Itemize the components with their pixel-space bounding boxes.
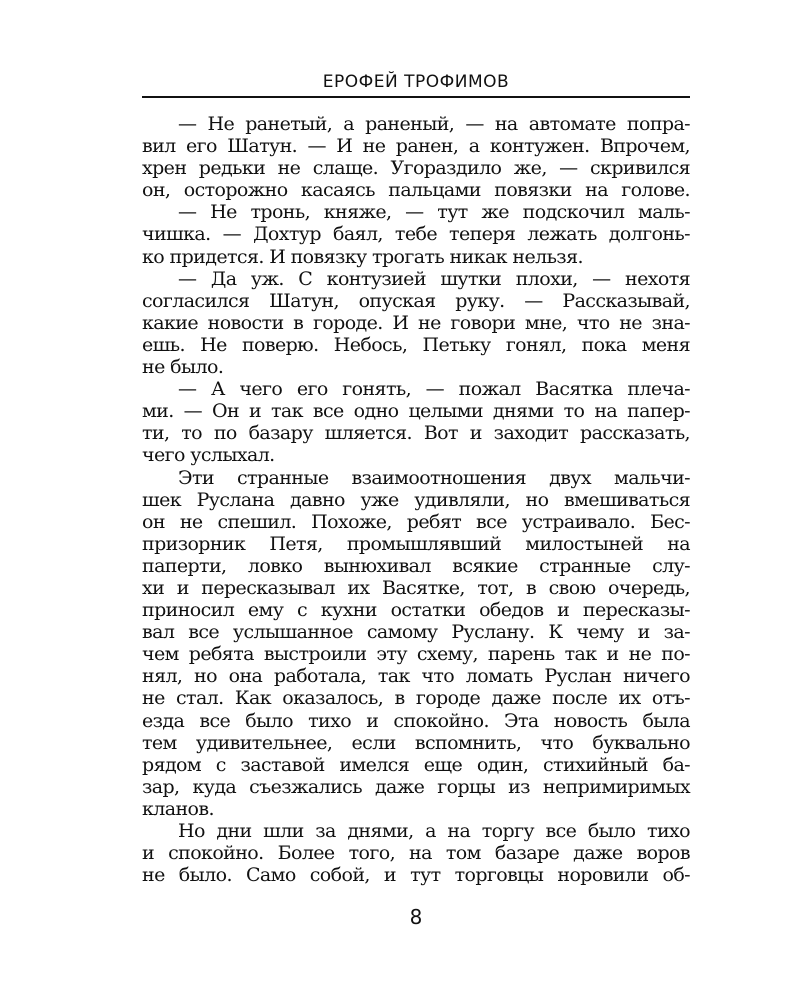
- running-head-author: ЕРОФЕЙ ТРОФИМОВ: [322, 72, 510, 92]
- text-line: он, осторожно касаясь пальцами повязки на голове.: [142, 179, 690, 202]
- text-line: чего услыхал.: [142, 444, 275, 467]
- text-line: — А чего его гонять, — пожал Васятка плеча-: [178, 378, 690, 401]
- text-line: не было. Само собой, и тут торговцы норовили об-: [142, 864, 690, 887]
- text-line: хи и пересказывал их Васятке, тот, в свою очередь,: [142, 576, 690, 599]
- text-line: не стал. Как оказалось, в городе даже после их отъ-: [142, 687, 690, 710]
- text-line: чем ребята выстроили эту схему, парень так и не по-: [142, 643, 690, 666]
- header-rule: [142, 96, 690, 98]
- body-text: [142, 113, 690, 886]
- text-line: приносил ему с кухни остатки обедов и пересказы-: [142, 599, 690, 622]
- text-line: — Да уж. С контузией шутки плохи, — нехотя: [178, 267, 690, 290]
- text-line: тем удивительнее, если вспомнить, что буквально: [142, 731, 690, 754]
- text-line: Эти странные взаимоотношения двух мальчи-: [178, 466, 690, 489]
- text-line: ти, то по базару шляется. Вот и заходит рассказать,: [142, 422, 690, 445]
- text-line: он не спешил. Похоже, ребят все устраивало. Бес-: [142, 510, 690, 533]
- text-line: призорник Петя, промышлявший милостыней на: [142, 532, 690, 555]
- text-line: зар, куда съезжались даже горцы из непримиримых: [142, 775, 690, 798]
- text-line: кланов.: [142, 797, 214, 820]
- text-line: чишка. — Дохтур баял, тебе теперя лежать долгонь-: [142, 223, 690, 246]
- text-line: и спокойно. Более того, на том базаре даже воров: [142, 842, 690, 865]
- text-line: — Не тронь, княже, — тут же подскочил маль-: [178, 201, 690, 224]
- text-line: езда все было тихо и спокойно. Эта новость была: [142, 709, 690, 732]
- text-line: ко придется. И повязку трогать никак нельзя.: [142, 245, 583, 268]
- text-line: шек Руслана давно уже удивляли, но вмешиваться: [142, 488, 690, 511]
- text-line: вал все услышанное самому Руслану. К чему и за-: [142, 621, 690, 644]
- text-line: какие новости в городе. И не говори мне, что не зна-: [142, 311, 690, 334]
- text-line: нял, но она работала, так что ломать Руслан ничего: [142, 665, 690, 688]
- text-line: паперти, ловко вынюхивал всякие странные слу-: [142, 554, 690, 577]
- text-line: хрен редьки не слаще. Угораздило же, — скривился: [142, 157, 690, 180]
- text-line: ешь. Не поверю. Небось, Петьку гонял, пока меня: [142, 333, 690, 356]
- text-line: не было.: [142, 356, 224, 379]
- text-line: — Не ранетый, а раненый, — на автомате попра-: [178, 113, 690, 135]
- text-line: согласился Шатун, опуская руку. — Рассказывай,: [142, 289, 690, 312]
- text-line: вил его Шатун. — И не ранен, а контужен. Впрочем,: [142, 135, 690, 158]
- text-line: рядом с заставой имелся еще один, стихийный ба-: [142, 753, 690, 776]
- text-line: ми. — Он и так все одно целыми днями то на папер-: [142, 400, 690, 423]
- text-line: Но дни шли за днями, а на торгу все было тихо: [178, 820, 690, 842]
- page-number: 8: [409, 905, 423, 929]
